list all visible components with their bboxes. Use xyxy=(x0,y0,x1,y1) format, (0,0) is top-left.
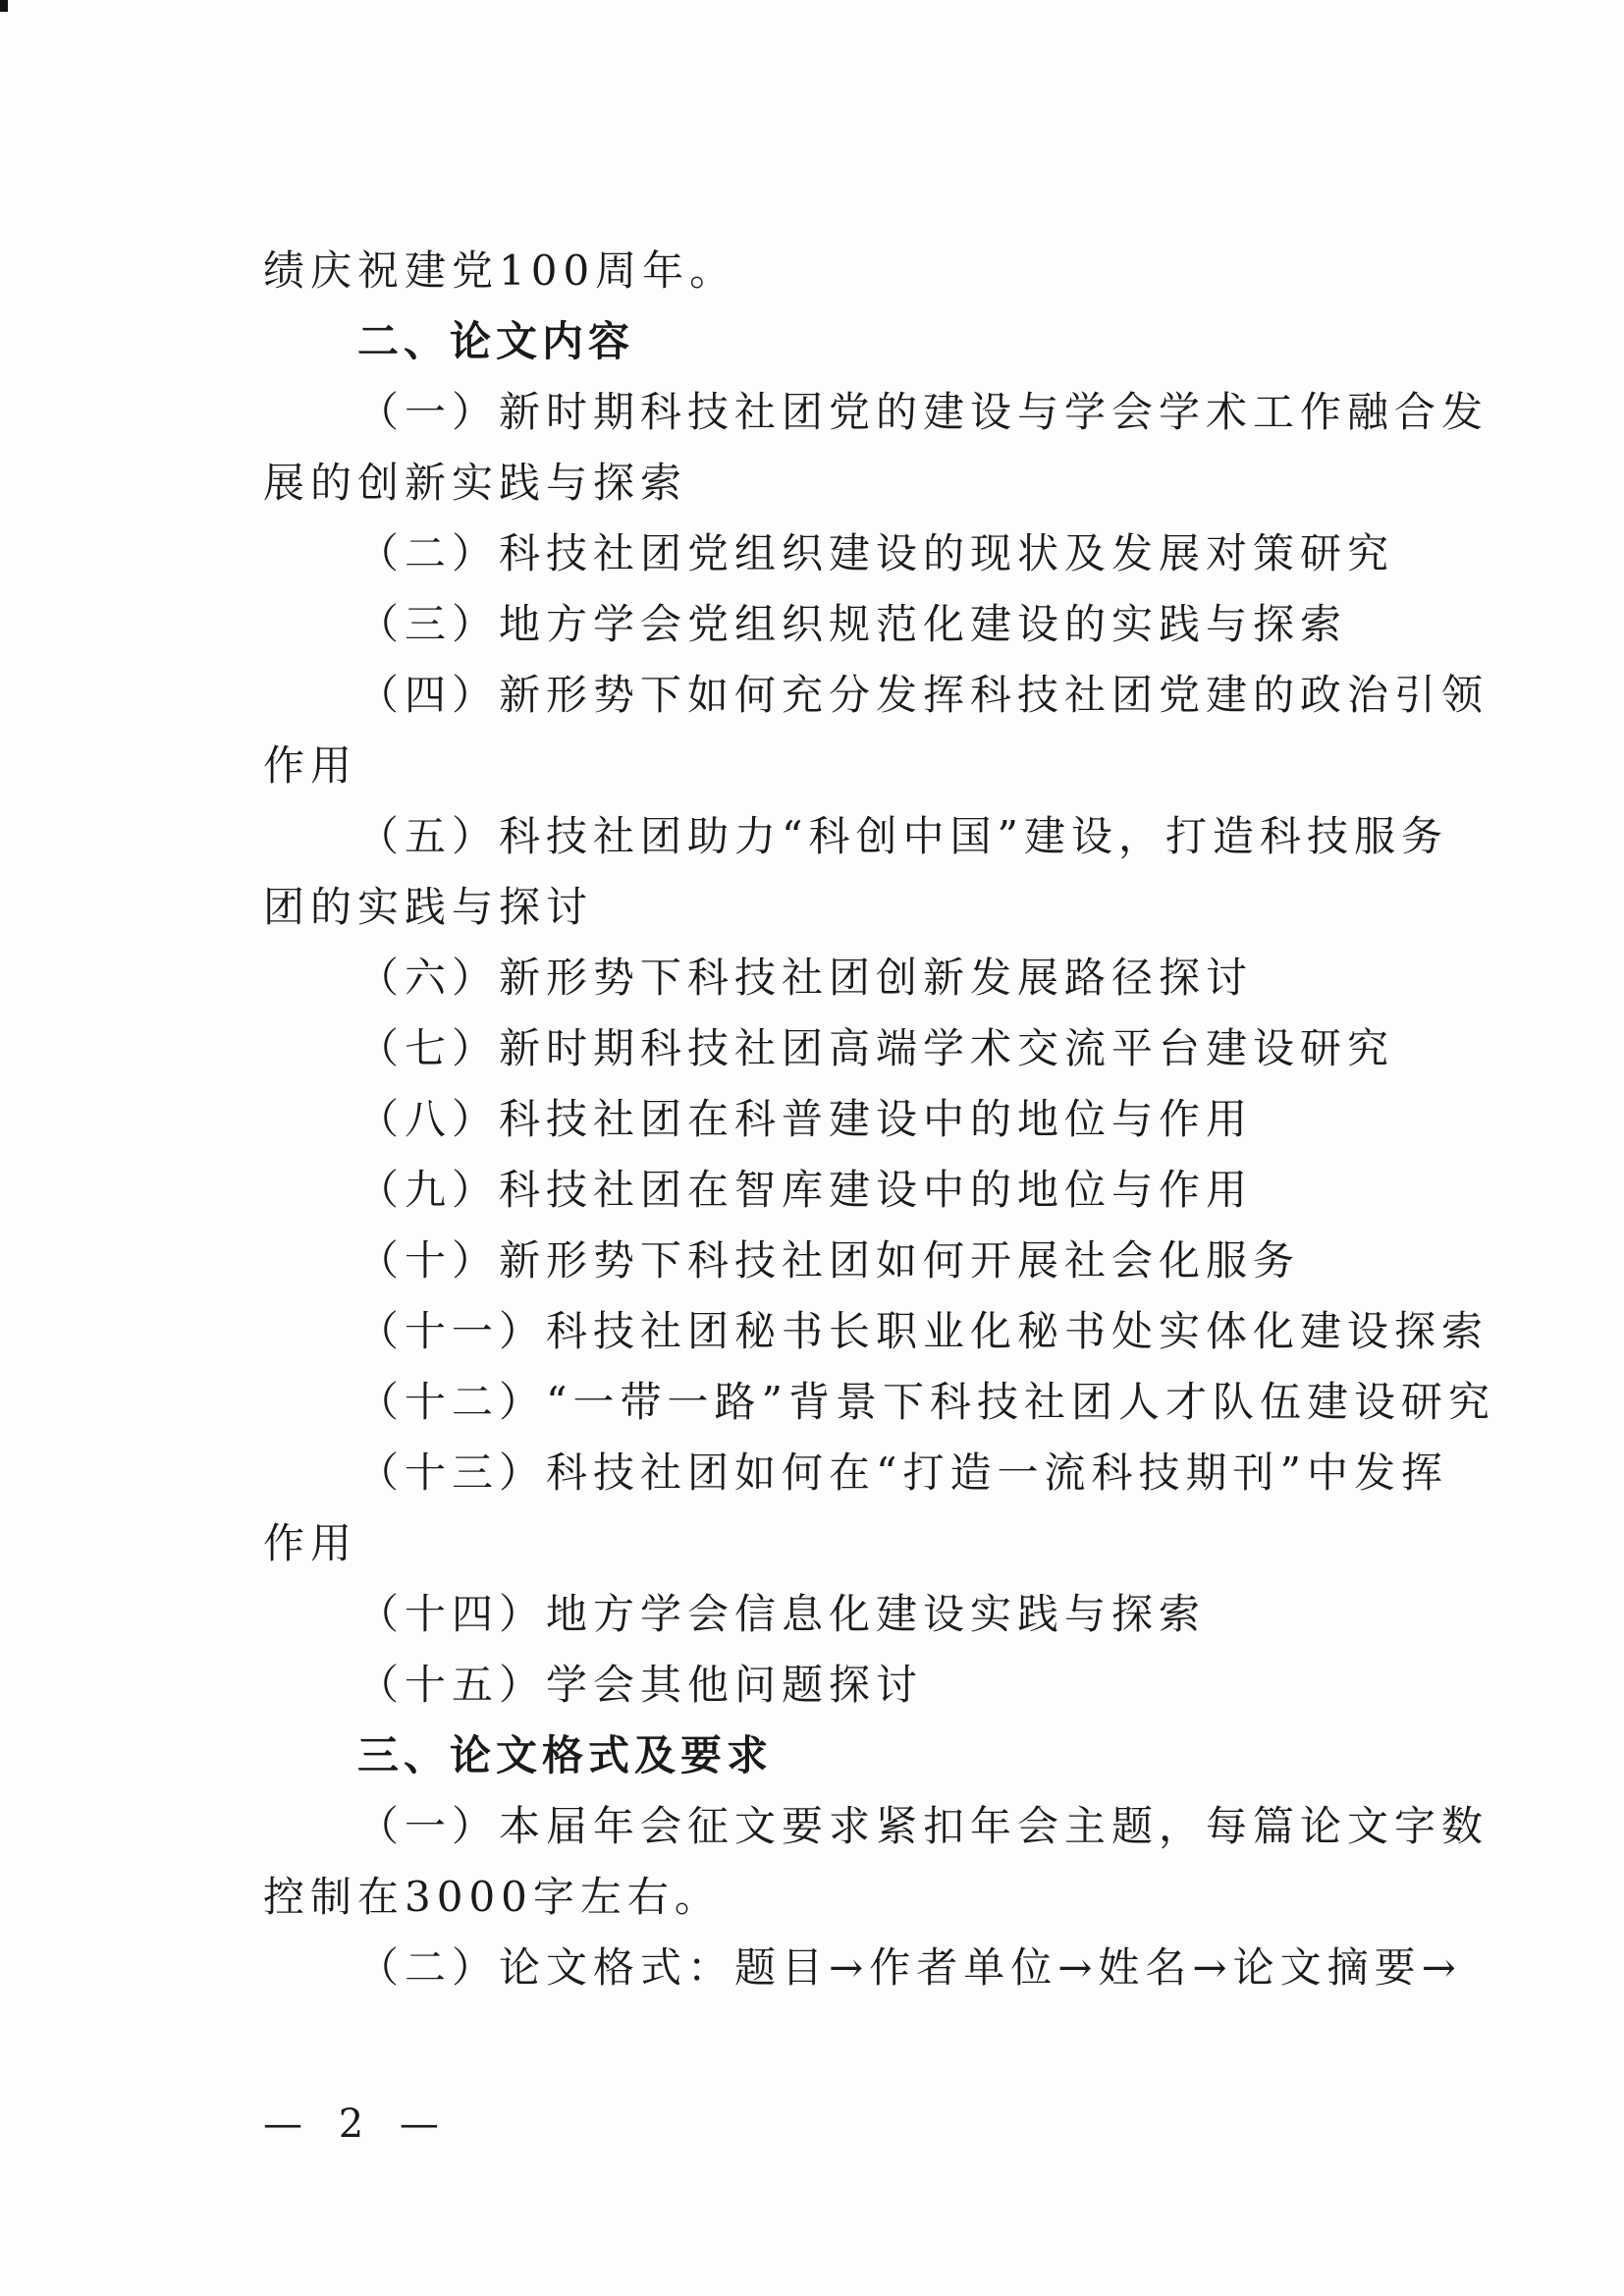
text-line: （十三）科技社团如何在“打造一流科技期刊”中发挥 xyxy=(357,1449,1448,1497)
text-line: 展的创新实践与探索 xyxy=(263,459,688,507)
text-line: 团的实践与探讨 xyxy=(263,883,594,931)
text-line: （五）科技社团助力“科创中国”建设，打造科技服务 xyxy=(357,812,1448,860)
text-line: （七）新时期科技社团高端学术交流平台建设研究 xyxy=(357,1024,1395,1072)
text-line: （十五）学会其他问题探讨 xyxy=(357,1661,924,1709)
text-line: （二）科技社团党组织建设的现状及发展对策研究 xyxy=(357,529,1395,577)
page-number: — 2 — xyxy=(263,2102,451,2147)
text-line: （十）新形势下科技社团如何开展社会化服务 xyxy=(357,1236,1301,1285)
text-line: （一）本届年会征文要求紧扣年会主题，每篇论文字数 xyxy=(357,1802,1489,1850)
text-line: （三）地方学会党组织规范化建设的实践与探索 xyxy=(357,600,1348,648)
text-line: （九）科技社团在智库建设中的地位与作用 xyxy=(357,1166,1254,1214)
text-line: （十一）科技社团秘书长职业化秘书处实体化建设探索 xyxy=(357,1307,1489,1355)
section-heading: 二、论文内容 xyxy=(357,317,635,365)
text-line: （十四）地方学会信息化建设实践与探索 xyxy=(357,1590,1207,1638)
text-line: （八）科技社团在科普建设中的地位与作用 xyxy=(357,1095,1254,1143)
text-line: 作用 xyxy=(263,1519,358,1567)
text-line: （四）新形势下如何充分发挥科技社团党建的政治引领 xyxy=(357,671,1489,719)
body-text xyxy=(263,236,1495,2003)
scan-corner-mark xyxy=(0,0,8,12)
text-line: 作用 xyxy=(263,741,358,790)
text-line: 控制在3000字左右。 xyxy=(263,1873,722,1921)
text-line: （十二）“一带一路”背景下科技社团人才队伍建设研究 xyxy=(357,1378,1495,1426)
text-line: 绩庆祝建党100周年。 xyxy=(263,246,737,295)
section-heading: 三、论文格式及要求 xyxy=(357,1731,774,1779)
text-line: （一）新时期科技社团党的建设与学会学术工作融合发 xyxy=(357,388,1489,436)
text-line: （二）论文格式：题目→作者单位→姓名→论文摘要→ xyxy=(357,1943,1462,1992)
text-line: （六）新形势下科技社团创新发展路径探讨 xyxy=(357,954,1254,1002)
